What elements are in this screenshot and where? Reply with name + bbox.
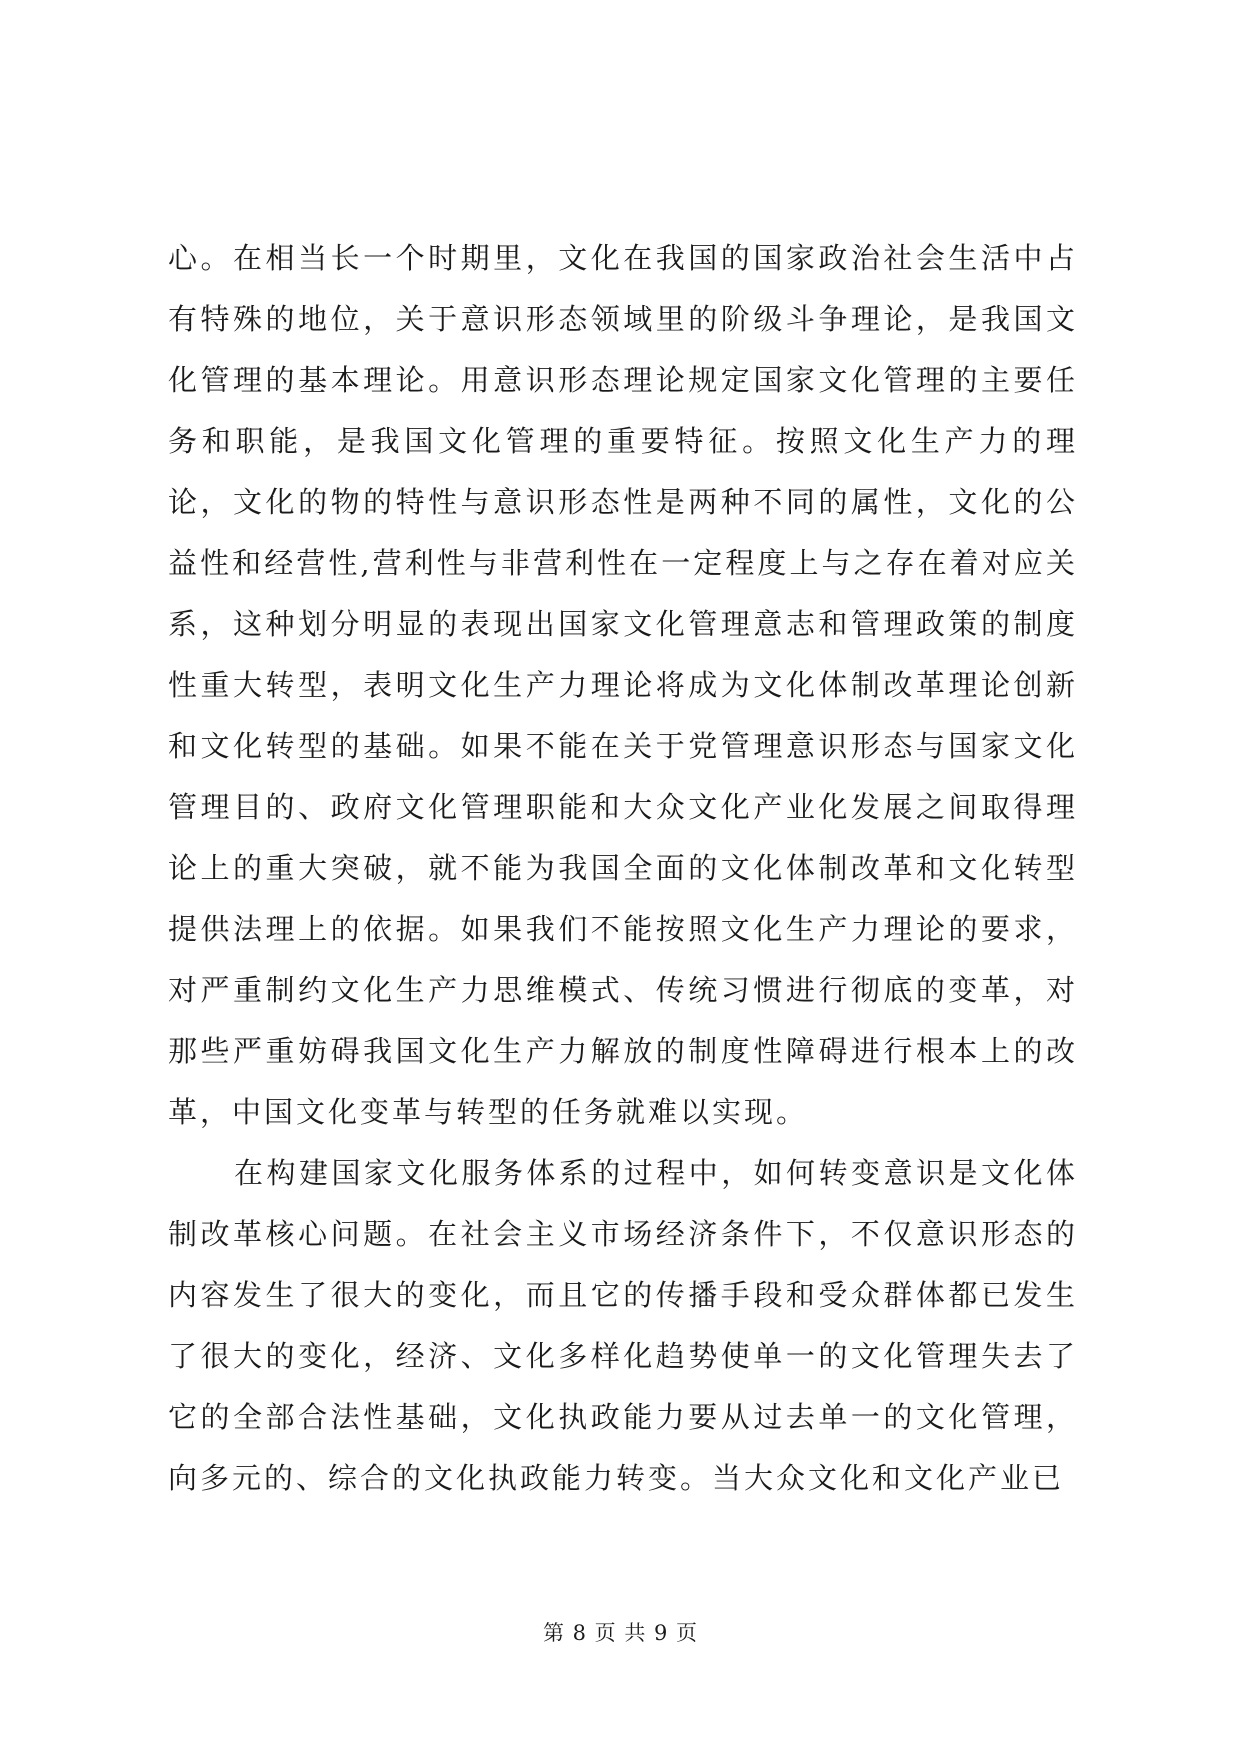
body-text [168, 228, 1078, 1509]
page-footer [0, 1617, 1241, 1647]
paragraph-2: 在构建国家文化服务体系的过程中，如何转变意识是文化体制改革核心问题。在社会主义市场经济条件下，不仅意识形态的内容发生了很大的变化，而且它的传播手段和受众群体都已发生了很大的变化，经济、文化多样化趋势使单一的文化管理失去了它的全部合法性基础，文化执政能力要从过去单一的文化管理，向多元的、综合的文化执政能力转变。当大众文化和文化产业已 [168, 1156, 1078, 1495]
paragraph-1: 心。在相当长一个时期里，文化在我国的国家政治社会生活中占有特殊的地位，关于意识形态领域里的阶级斗争理论，是我国文化管理的基本理论。用意识形态理论规定国家文化管理的主要任务和职能，是我国文化管理的重要特征。按照文化生产力的理论，文化的物的特性与意识形态性是两种不同的属性，文化的公益性和经营性,营利性与非营利性在一定程度上与之存在着对应关系，这种划分明显的表现出国家文化管理意志和管理政策的制度性重大转型，表明文化生产力理论将成为文化体制改革理论创新和文化转型的基础。如果不能在关于党管理意识形态与国家文化管理目的、政府文化管理职能和大众文化产业化发展之间取得理论上的重大突破，就不能为我国全面的文化体制改革和文化转型提供法理上的依据。如果我们不能按照文化生产力理论的要求，对严重制约文化生产力思维模式、传统习惯进行彻底的变革，对那些严重妨碍我国文化生产力解放的制度性障碍进行根本上的改革，中国文化变革与转型的任务就难以实现。 [168, 241, 1078, 1129]
page-number-label: 第 8 页 共 9 页 [542, 1621, 699, 1645]
